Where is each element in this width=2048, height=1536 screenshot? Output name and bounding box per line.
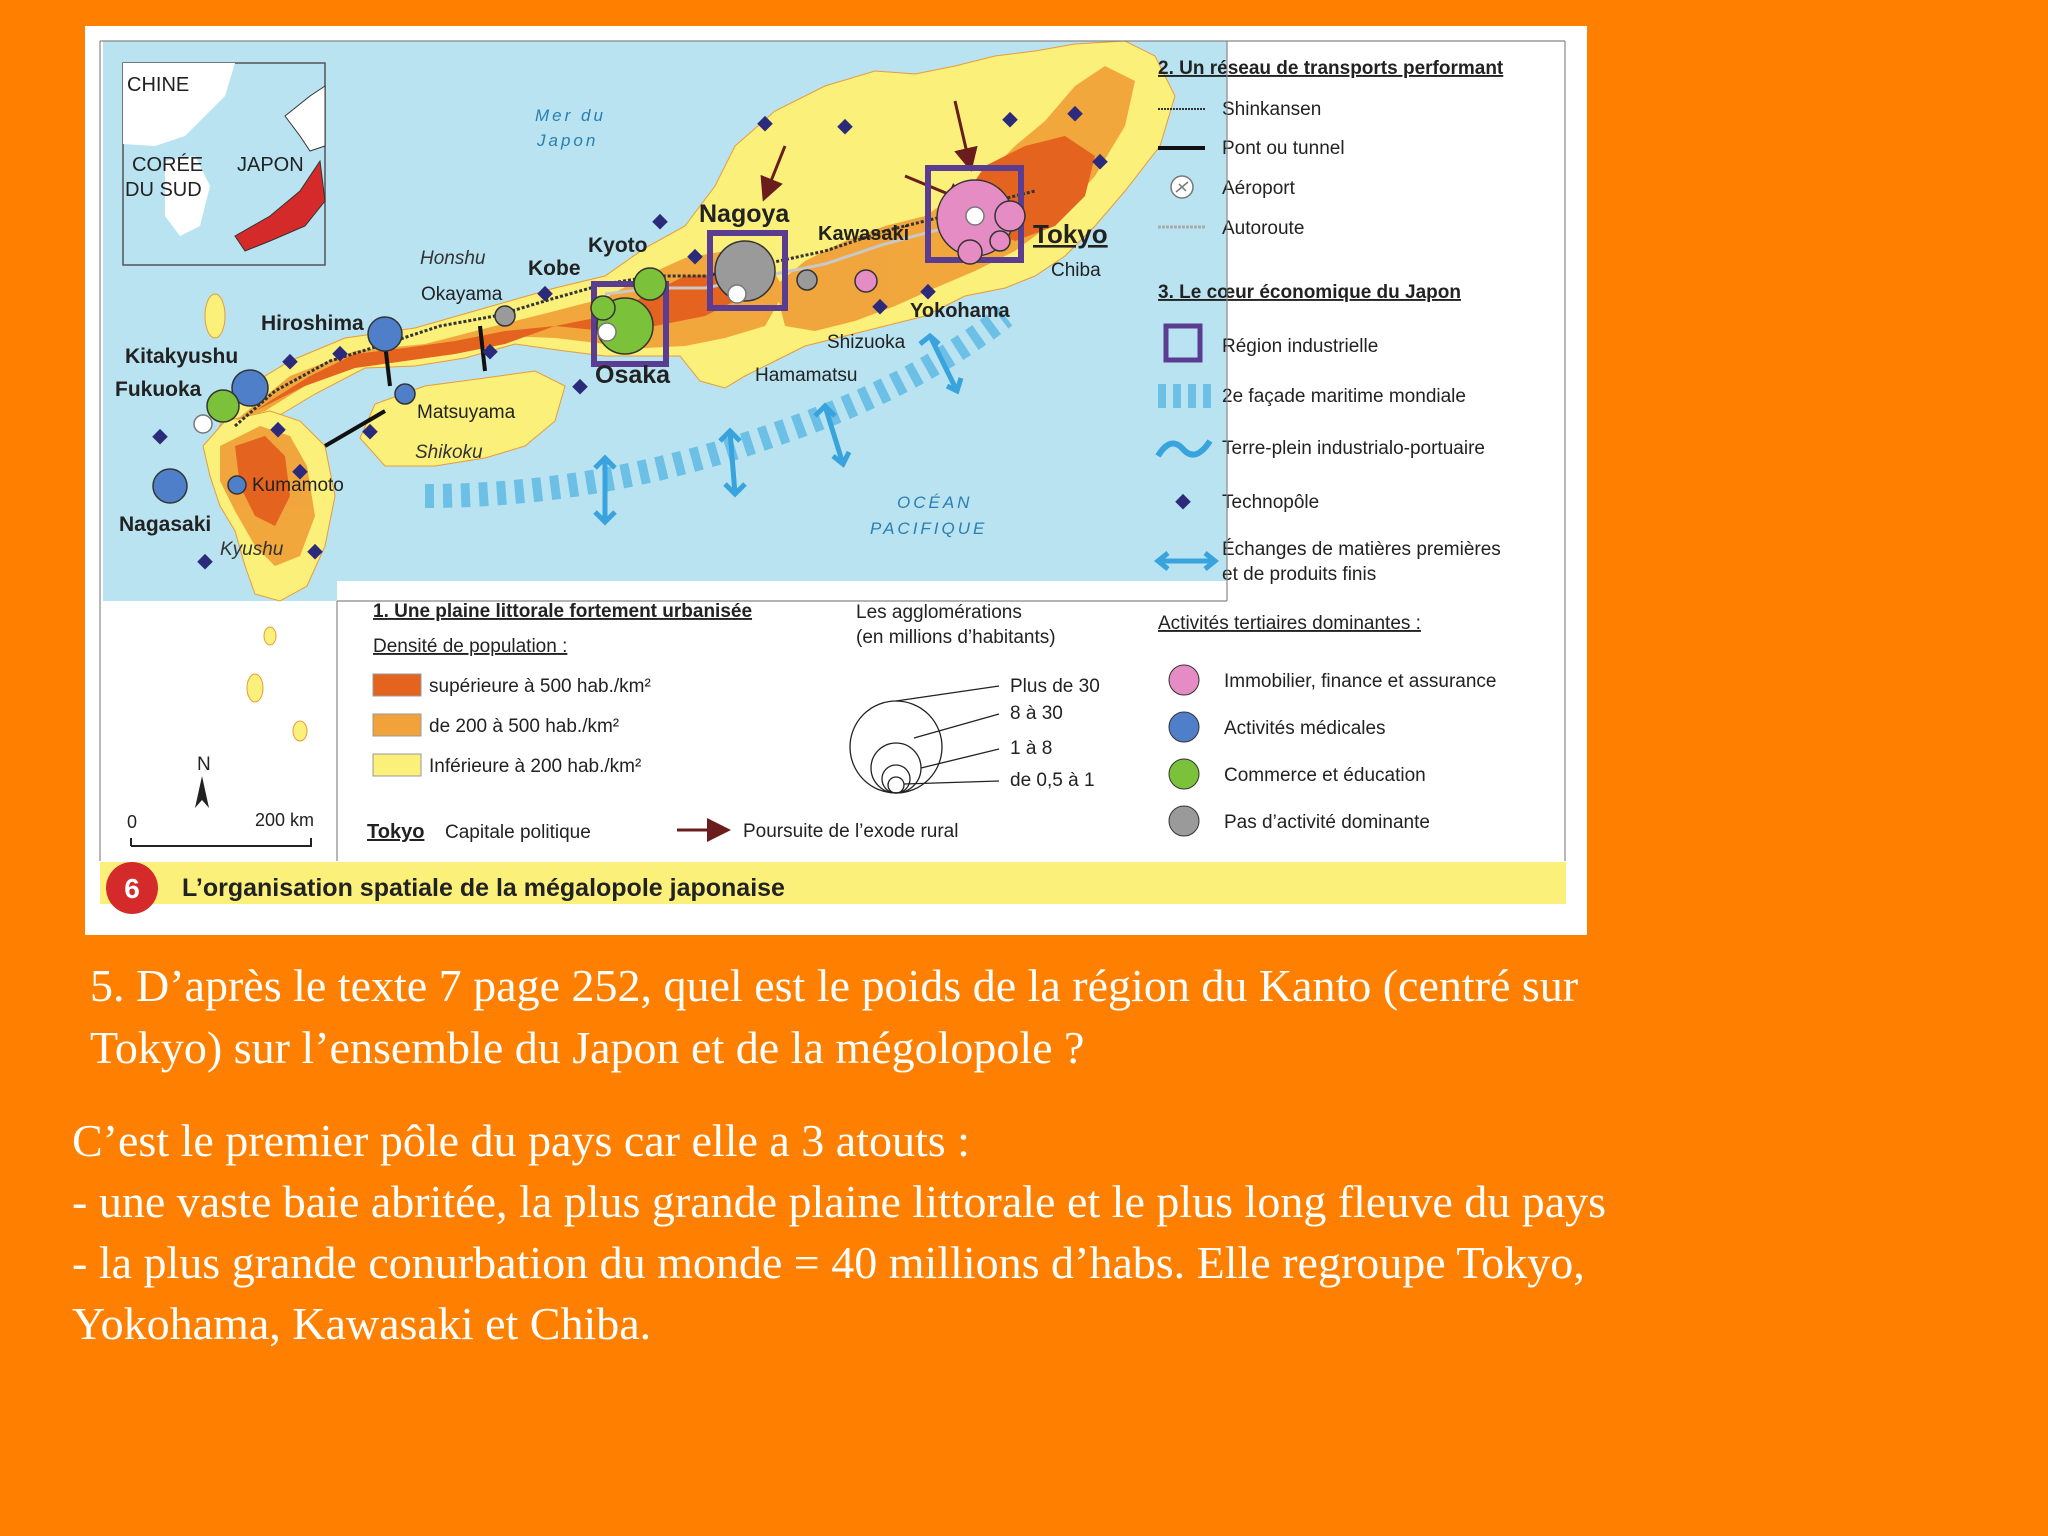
legend-agglo-1: Plus de 30 xyxy=(1010,676,1100,697)
city-matsuyama: Matsuyama xyxy=(417,402,516,423)
island-label-honshu: Honshu xyxy=(420,248,486,269)
legend-tertiaire-4: Pas d’activité dominante xyxy=(1224,812,1430,833)
city-kitakyushu: Kitakyushu xyxy=(125,345,239,368)
legend-agglo-4: de 0,5 à 1 xyxy=(1010,770,1095,791)
answer-text xyxy=(72,1110,2032,1354)
legend-transport-4: Autoroute xyxy=(1222,218,1305,239)
sea-label-mer: Mer du xyxy=(535,106,606,125)
legend-agglo-title: Les agglomérations xyxy=(856,602,1022,623)
legend-agglo-3: 1 à 8 xyxy=(1010,738,1053,759)
figure-caption xyxy=(100,862,1566,914)
city-hiroshima: Hiroshima xyxy=(261,312,364,335)
legend-plaine-subtitle: Densité de population : xyxy=(373,636,568,657)
legend-agglo-2: 8 à 30 xyxy=(1010,703,1063,724)
legend-tertiaire-1: Immobilier, finance et assurance xyxy=(1224,671,1497,692)
legend-transport-1: Shinkansen xyxy=(1222,99,1322,120)
legend-coeur-3: Terre-plein industrialo-portuaire xyxy=(1222,438,1485,459)
legend-coeur-1: Région industrielle xyxy=(1222,336,1379,357)
map-figure xyxy=(85,26,1587,935)
legend-transport-3: Aéroport xyxy=(1222,178,1295,199)
legend-coeur-4: Technopôle xyxy=(1222,492,1320,513)
inset-label-japon: JAPON xyxy=(237,154,304,176)
city-okayama: Okayama xyxy=(421,284,503,305)
sea-label-japon: Japon xyxy=(537,131,599,150)
legend-transport-2: Pont ou tunnel xyxy=(1222,138,1345,159)
north-label: N xyxy=(197,754,211,775)
city-kobe: Kobe xyxy=(528,257,581,280)
answer-line-1: C’est le premier pôle du pays car elle a 3 atouts : xyxy=(72,1115,970,1166)
city-kawasaki: Kawasaki xyxy=(818,223,910,245)
city-kumamoto: Kumamoto xyxy=(252,475,344,496)
figure-title: L’organisation spatiale de la mégalopole japonaise xyxy=(182,874,785,902)
legend-capital-name: Tokyo xyxy=(367,821,425,843)
city-osaka: Osaka xyxy=(595,361,671,389)
legend-density-high: supérieure à 500 hab./km² xyxy=(429,676,651,697)
legend-density-mid: de 200 à 500 hab./km² xyxy=(429,716,620,737)
inset-label-chine: CHINE xyxy=(127,74,190,96)
legend-exode-label: Poursuite de l’exode rural xyxy=(743,821,959,842)
city-nagasaki: Nagasaki xyxy=(119,513,212,536)
legend-coeur-title: 3. Le cœur économique du Japon xyxy=(1158,282,1461,303)
sea-label-pacifique: PACIFIQUE xyxy=(870,519,988,538)
scale-km: 200 km xyxy=(255,810,315,830)
legend-tertiaire-2: Activités médicales xyxy=(1224,718,1386,739)
city-nagoya: Nagoya xyxy=(699,200,790,228)
city-hamamatsu: Hamamatsu xyxy=(755,365,858,386)
city-kyoto: Kyoto xyxy=(588,234,648,257)
city-tokyo: Tokyo xyxy=(1033,219,1108,249)
answer-line-2: - une vaste baie abritée, la plus grande plaine littorale et le plus long fleuve du pays xyxy=(72,1176,1607,1227)
figure-number: 6 xyxy=(124,873,140,904)
question-line-1: 5. D’après le texte 7 page 252, quel est le poids de la région du Kanto (centré sur xyxy=(90,960,1579,1011)
legend-echanges-1: Échanges de matières premières xyxy=(1222,539,1501,560)
inset-label-coree: CORÉE xyxy=(132,154,204,176)
legend-coeur-2: 2e façade maritime mondiale xyxy=(1222,386,1466,407)
answer-line-4: Yokohama, Kawasaki et Chiba. xyxy=(72,1298,652,1349)
island-label-shikoku: Shikoku xyxy=(415,442,483,463)
legend-capital-label: Capitale politique xyxy=(445,822,591,843)
scale-bar xyxy=(127,754,314,846)
legend-plaine-title: 1. Une plaine littorale fortement urbanisée xyxy=(373,601,753,622)
legend-echanges-2: et de produits finis xyxy=(1222,564,1377,585)
north-arrow-icon xyxy=(195,776,209,808)
island-label-kyushu: Kyushu xyxy=(220,539,284,560)
sea-label-ocean: OCÉAN xyxy=(897,493,973,512)
city-yokohama: Yokohama xyxy=(910,300,1010,322)
legend-agglo-subtitle: (en millions d’habitants) xyxy=(856,627,1056,648)
legend-density-low: Inférieure à 200 hab./km² xyxy=(429,756,642,777)
legend-tertiaire-title: Activités tertiaires dominantes : xyxy=(1158,613,1421,634)
city-shizuoka: Shizuoka xyxy=(827,332,906,353)
scale-zero: 0 xyxy=(127,812,138,832)
city-fukuoka: Fukuoka xyxy=(115,378,202,401)
legend-transport-title: 2. Un réseau de transports performant xyxy=(1158,58,1504,79)
answer-line-3: - la plus grande conurbation du monde = 40 millions d’habs. Elle regroupe Tokyo, xyxy=(72,1237,1585,1288)
question-line-2: Tokyo) sur l’ensemble du Japon et de la mégolopole ? xyxy=(90,1022,1085,1073)
map-svg xyxy=(85,26,1587,935)
question-text xyxy=(90,955,1990,1079)
inset-map xyxy=(123,63,325,265)
inset-label-du-sud: DU SUD xyxy=(125,179,202,201)
legend-tertiaire-3: Commerce et éducation xyxy=(1224,765,1426,786)
city-chiba: Chiba xyxy=(1051,260,1101,281)
